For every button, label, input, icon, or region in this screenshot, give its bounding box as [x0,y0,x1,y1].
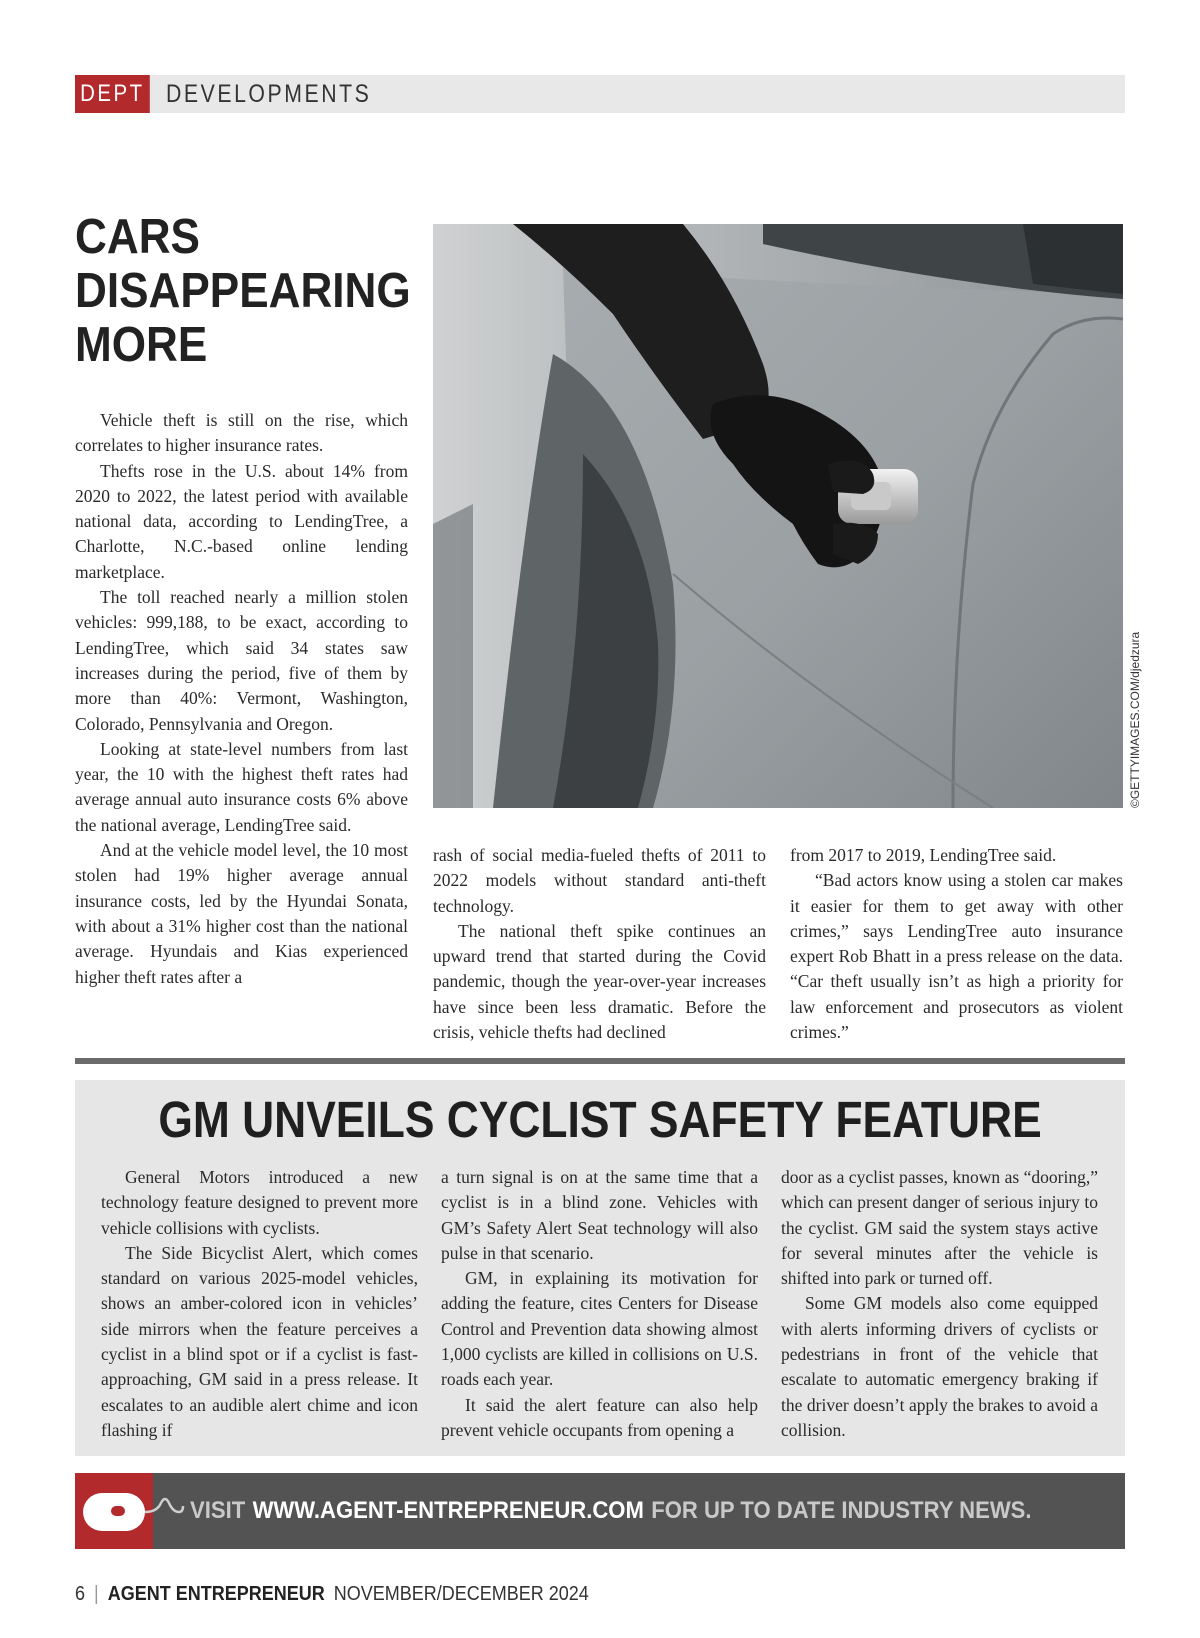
photo-credit: ©GETTYIMAGES.COM/djedzura [1128,631,1142,808]
sidebar-paragraph: a turn signal is on at the same time that a cyclist is in a blind zone. Vehicles with GM’s Safety Alert Seat technology will also pulse in that scenario. [441,1167,758,1263]
sidebar-title: GM UNVEILS CYCLIST SAFETY FEATURE [158,1091,1042,1148]
issue-date: NOVEMBER/DECEMBER 2024 [333,1583,589,1605]
article-paragraph: from 2017 to 2019, LendingTree said. [790,845,1057,865]
sidebar-paragraph: Some GM models also come equipped with alerts informing drivers of cyclists or pedestrians in front of the vehicle that escalate to automatic emergency braking if the driver doesn’t apply the brakes to avoid a collision. [781,1293,1098,1440]
section-name: DEVELOPMENTS [166,79,372,108]
headline-line: DISAPPEARING [75,264,411,318]
article-paragraph: rash of social media-fueled thefts of 2011 to 2022 models without standard anti-theft technology. [433,845,766,916]
banner-prefix: VISIT [190,1497,246,1524]
banner-url-link[interactable]: WWW.AGENT-ENTREPRENEUR.COM [252,1497,644,1524]
dept-label: DEPT [75,75,150,113]
article-column-2 [433,843,766,1045]
sidebar-column-1 [101,1165,418,1443]
article-column-3 [790,843,1123,1045]
sidebar-paragraph: GM, in explaining its motivation for adding the feature, cites Centers for Disease Control and Prevention data showing almost 1,000 cyclists are killed in collisions on U.S. roads each year. [441,1268,758,1390]
headline-line: CARS [75,210,200,264]
article-photo [433,224,1123,808]
sidebar-paragraph: General Motors introduced a new technology feature designed to prevent more vehicle collisions with cyclists. [101,1167,418,1238]
mouse-icon-panel [75,1473,153,1549]
magazine-name: AGENT ENTREPRENEUR [107,1583,325,1605]
article-paragraph: Vehicle theft is still on the rise, which correlates to higher insurance rates. [75,410,408,456]
article-headline [75,210,411,372]
article-paragraph: “Bad actors know using a stolen car makes it easier for them to get away with other crimes,” says LendingTree auto insurance expert Rob Bhatt in a press release on the data. “Car theft usually isn’t as high a priority for law enforcement and prosecutors as violent crimes.” [790,870,1123,1043]
sidebar-paragraph: The Side Bicyclist Alert, which comes standard on various 2025-model vehicles, shows an amber-colored icon in vehicles’ side mirrors when the feature perceives a cyclist in a blind spot or if a cyclist is fast-approaching, GM said in a press release. It escalates to an audible alert chime and icon flashing if [101,1242,418,1440]
banner-text[interactable] [190,1473,1032,1549]
article-paragraph: And at the vehicle model level, the 10 most stolen had 19% higher average annual insurance costs, led by the Hyundai Sonata, with about a 31% higher cost than the national average. Hyundais and Kias experienced higher theft rates after a [75,840,408,987]
banner-suffix: FOR UP TO DATE INDUSTRY NEWS. [651,1497,1032,1524]
sidebar-column-3 [781,1165,1098,1443]
sidebar-paragraph: It said the alert feature can also help prevent vehicle occupants from opening a [441,1394,758,1440]
page-footer [75,1583,589,1606]
headline-line: MORE [75,318,208,372]
footer-separator: | [94,1583,99,1605]
sidebar-paragraph: door as a cyclist passes, known as “dooring,” which can present danger of serious injury to the cyclist. GM said the system stays active for several minutes after the vehicle is shifted into park or turned off. [781,1167,1098,1289]
article-paragraph: Looking at state-level numbers from last year, the 10 with the highest theft rates had average annual auto insurance costs 6% above the national average, LendingTree said. [75,738,408,835]
sidebar-column-2 [441,1165,758,1443]
article-paragraph: Thefts rose in the U.S. about 14% from 2020 to 2022, the latest period with available national data, according to LendingTree, a Charlotte, N.C.-based online lending marketplace. [75,460,408,582]
section-divider [75,1058,1125,1064]
article-paragraph: The national theft spike continues an upward trend that started during the Covid pandemic, though the year-over-year increases have since been less dramatic. Before the crisis, vehicle thefts had declined [433,920,766,1043]
page-number: 6 [75,1583,86,1605]
article-column-1 [75,408,408,990]
article-paragraph: The toll reached nearly a million stolen vehicles: 999,188, to be exact, according to LendingTree, which said 34 states saw increases during the period, five of them by more than 40%: Vermont, Washington, Colorado, Pennsylvania and Oregon. [75,587,408,734]
